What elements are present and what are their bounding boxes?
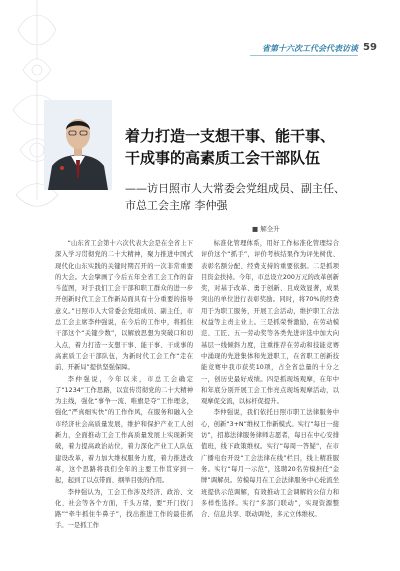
subtitle-line-2: 市总工会主席 李仲强 — [125, 199, 228, 212]
header-divider — [250, 55, 358, 56]
page-number: 59 — [363, 42, 377, 53]
title-line-2: 干成事的高素质工会干部队伍 — [125, 149, 321, 167]
byline-text: ■ 解全升 — [252, 225, 280, 233]
paragraph: 李仲强说，今年以来，市总工会确定了“1234”工作思路，以宣传贯彻党的二十大精神为主线，强化“事争一流、唯旗是夺”工作理念，强化“严真细实快”的工作作风，在服务和融入全市经济社会高质量发展，维护和保护产业工人创新力，全面推动工会工作高质量发展上实现新突破，着力提高政治站位，着力深化产业工人队伍建设改革，着力加大维权服务力度，着力推进改革，这个思路将我们全年的主要工作贯穿到一起，起到了以点带面、纲举目张的作用。 — [55, 375, 193, 485]
paragraph: 李仲强认为，工会工作涉及经济、政治、文化、社会等各个方面，千头万绪，要“开门找门路”“牵牛抓住牛鼻子”，找出推进工作的最佳抓手。一是抓工作 — [55, 488, 193, 530]
article-column-left — [55, 238, 193, 556]
article-title — [125, 125, 393, 169]
article-column-right — [201, 238, 339, 556]
byline — [252, 224, 280, 233]
title-line-1: 着力打造一支想干事、能干事、 — [125, 127, 336, 145]
portrait-photo — [44, 100, 112, 190]
subtitle-line-1: ——访日照市人大常委会党组成员、副主任、 — [125, 182, 345, 195]
article-subtitle — [125, 180, 393, 214]
paragraph: 李仲强说，我们依托日照市职工法律服务中心，创新“3+N”维权工作新模式。实行“每日一接访”，招募法律服务律师志愿者，每日在中心安排值班，线下政策维权。实行“每周一答疑”，在市广播电台开设“工会法律在线”栏目，线上精准服务。实行“每月一示范”，选聘20名劳模担任“金牌”调解员。劳模每月在工会法律服务中心轮流坐班提供示范调解，有效推动工会调解的公信力和多样性选择。实行“多部门联动”，实现资源整合、信息共享、联动调处，多元立体维权。 — [201, 409, 339, 519]
paragraph: 标准化管理体系，用好工作标准化管理综合评价这个“抓手”，评价考核结果作为评先树优、表彰名额分配、经费支持的重要依据。二是抓项目资金扶持。今年，市总设立200万元的改革创新奖，对基于改革、勇于创新、且成效显著，成果突出的单位进行表彰奖励。同时，将70%的经费用于为职工服务，开展工会活动，维护职工合法权益等主责主业上。三是抓荣誉激励，在劳动模范、工匠、五一劳动奖等各类先进评选中加大向基层一线倾斜力度，注重推荐在劳动和技能竞赛中涌现的先进集体和先进职工，在省职工创新技能竞赛中我市获奖10项，占全省总量的十分之一，创历史最好成绩。四是抓现场观摩，在年中和年底分别开展工会工作亮点现场观摩活动，以观摩促交流，以标杆促提升。 — [201, 240, 339, 406]
section-header: 省第十六次工代会代表访谈 — [262, 44, 358, 53]
paragraph: “山东省工会第十六次代表大会是在全省上下深入学习贯彻党的二十大精神，聚力推进中国式现代化山东实践的关键时期召开的一次非常重要的大会。大会擘画了今后五年全省工会工作的奋斗蓝图，对于我们工会干部和职工群众的进一步开创新时代工会工作新局面具有十分重要的指导意义。”日照市人大常委会党组成员、副主任，市总工会主席李仲强说，在今后的工作中，将抓住干部这个“关键少数”，以解放思想为突破口和切入点，着力打造一支想干事、能干事、干成事的高素质工会干部队伍，为新时代工会工作“走在前、开新局”提供坚强保障。 — [55, 240, 193, 372]
